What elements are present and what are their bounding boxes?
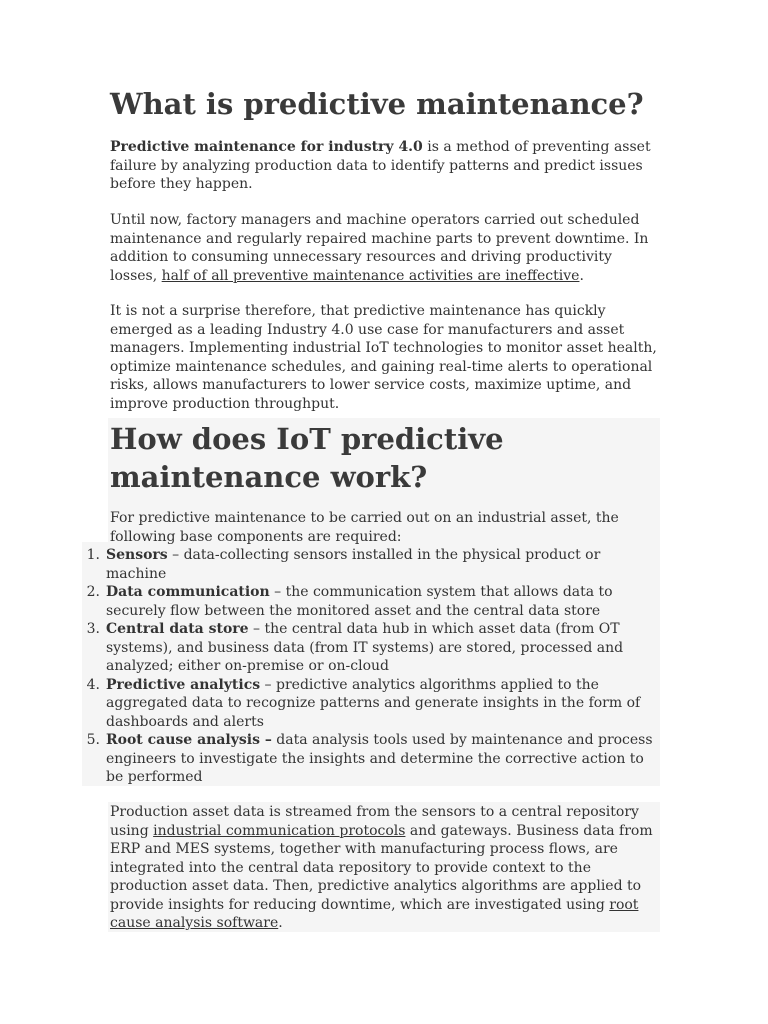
component-description: – the communication system that allows data to securely flow between the monitored asset and the central data store: [106, 584, 613, 619]
paragraph-text: and gateways. Business data from ERP and MES systems, together with manufacturing process flows, are integrated into the central data repository to provide context to the production asset data. Then, predictive analytics algorithms are applied to provide insights for reducing downtime, which are investigated using: [110, 822, 653, 913]
component-description: – the central data hub in which asset data (from OT systems), and business data (from IT systems) are stored, processed and analyzed; either on-premise or on-cloud: [106, 621, 624, 674]
paragraph-text: Production asset data is streamed from the sensors to a central repository using: [110, 804, 639, 839]
component-description: – predictive analytics algorithms applied to the aggregated data to recognize patterns and generate insights in the form of dashboards and alerts: [106, 676, 641, 730]
root-cause-software-link[interactable]: root cause analysis software: [110, 896, 639, 931]
section-heading: How does IoT predictive maintenance work?: [110, 422, 504, 494]
component-term: Root cause analysis –: [106, 732, 272, 748]
components-intro: For predictive maintenance to be carried out on an industrial asset, the following base components are required:: [110, 510, 619, 545]
list-item: [86, 583, 662, 620]
shaded-section-margin: [82, 418, 108, 542]
data-flow-paragraph: [110, 803, 662, 933]
components-list: [86, 546, 662, 787]
component-term: Sensors: [106, 547, 168, 563]
intro-paragraph: [110, 138, 662, 194]
list-number: 1.: [86, 547, 100, 563]
paragraph-text: is a method of preventing asset failure by analyzing production data to identify patterns and predict issues before they happen.: [110, 139, 651, 192]
paragraph-text: Until now, factory managers and machine operators carried out scheduled maintenance and regularly repaired machine parts to prevent downtime. In addition to consuming unnecessary resources and driving productivity losses,: [110, 212, 649, 284]
list-item: [86, 676, 662, 732]
list-number: 5.: [86, 732, 100, 748]
use-case-paragraph: It is not a surprise therefore, that predictive maintenance has quickly emerged as a leading Industry 4.0 use case for manufacturers and asset managers. Implementing industrial IoT technologies to monitor asset health, optimize maintenance schedules, and gaining real-time alerts to operational risks, allows manufacturers to lower service costs, maximize uptime, and improve production throughput.: [110, 303, 657, 412]
component-term: Predictive analytics: [106, 676, 261, 693]
list-item: [86, 620, 662, 676]
list-number: 2.: [86, 584, 100, 600]
list-item: [86, 731, 662, 787]
communication-protocols-link[interactable]: industrial communication protocols: [153, 822, 406, 839]
component-term: Central data store: [106, 621, 249, 637]
component-description: data analysis tools used by maintenance and process engineers to investigate the insights and determine the corrective action to be performed: [106, 732, 653, 785]
component-term: Data communication: [106, 584, 270, 600]
list-number: 3.: [86, 621, 100, 637]
bold-term: Predictive maintenance for industry 4.0: [110, 139, 423, 155]
page-title: What is predictive maintenance?: [110, 87, 644, 121]
component-description: – data-collecting sensors installed in the physical product or machine: [106, 547, 601, 582]
ineffective-maintenance-link[interactable]: half of all preventive maintenance activities are ineffective: [161, 267, 580, 284]
list-item: [86, 546, 662, 583]
list-number: 4.: [86, 676, 100, 693]
paragraph-end: .: [579, 267, 584, 284]
paragraph-end: .: [278, 915, 283, 931]
history-paragraph: [110, 211, 662, 285]
